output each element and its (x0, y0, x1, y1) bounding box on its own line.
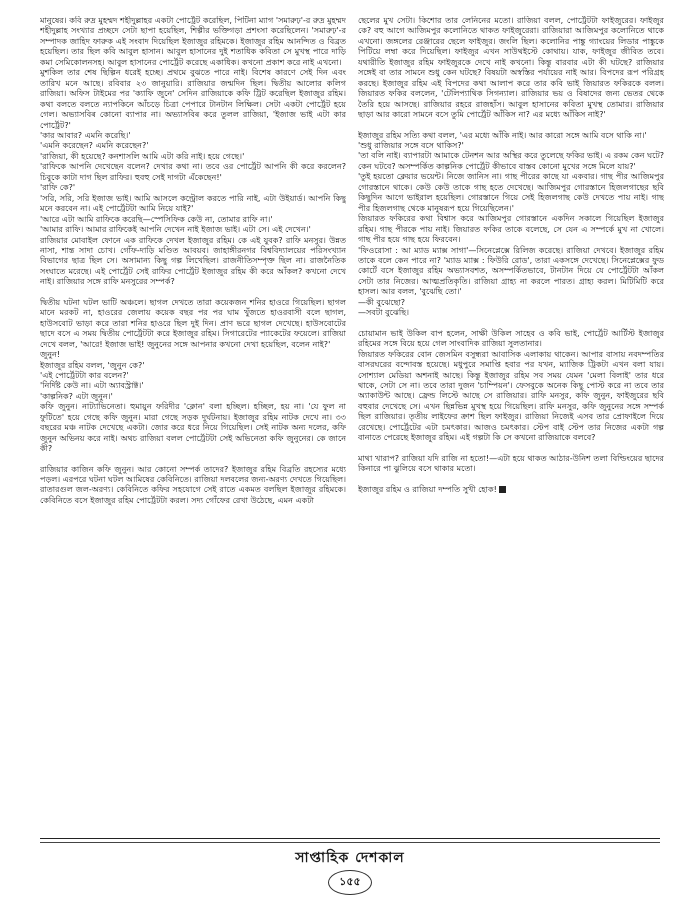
paragraph: চোয়ামান ভাই উকিল বাপ হলেন, সাক্ষী উকিল সাহেব ও কবি ভাই, পোর্ট্রেট আর্টিস্ট ইজাজুর রহিমের সঙ্গে বিয়ে হয়ে গেল সাংবাদিক রাজিয়া সুলতানার। (358, 328, 664, 349)
paragraph: জিয়ারত ফকিরের বোন জেসমিন বসুন্ধরা আবাসিক এলাকায় থাকেন। আপার বাসায় নবদম্পতির বাসরঘরের বন্দোবস্ত হয়েছে। মধুপুরে সমাপ্তি হবার পর যখন, ম্যাজিক ট্রিকটা এখন বলা যায়। সোশ্যাল মেডিয়া অশনাই আছে। কিন্তু ইজাজুর রহিম সব সময় যেমন 'মেলা বিলাই' তার ধরে থাকে, সেটা সে না। তবে তারা দুজন 'চাম্পিয়ন'। ফেসবুকে অনেক কিছু পোস্ট করে না তবে তার অ্যাকাউন্ট আছে। ফ্রেন্ড লিস্টে আছে সে রাজিয়ার। রাফি মনসুর, কফি জুনুন, ফাইজুরের ছবি বহুবার দেখেছে সে। এখন ছিন্নভিন্ন মুখস্থ হয়ে গিয়েছিল। রাফি মনসুর, কফি জুনুনের সঙ্গে সম্পর্ক ছিল রাজিয়ার। তৃতীয় লাইফের ক্রাশ ছিল ফাইজুর। রাজিয়া নিজেই এসব তার প্রোফাইলে দিয়ে রেখেছে। পোর্ট্রেটের এটা চমৎকার। আজও চমৎকার। স্টেপ বাই স্টেপ তার নিজের একটা গল্প বানাতে পেরেছে ইজাজুর রহিম। এই গল্পটা কি সে কখনো রাজিয়াকে বলবে? (358, 349, 664, 443)
paragraph: 'রাফি কে?' (40, 183, 76, 193)
paragraph: মানুষের। কবি রুদ্র মুহম্মদ শহীদুল্লাহর একটা পোর্ট্রেট করেছিল, পিটিনা ম্যাগ 'সমারুঢ়'-র রুদ্র মুহম্মদ শহীদুল্লাহ সংখ্যার প্রচ্ছদে সেটা ছাপা হয়েছিল, শিল্পীর ভক্তিগড়া প্রশংসা করেছিলেন। 'সমারুঢ়'-র সম্পাদক জাহিদ ফারুক এই সংবাদ দিয়েছিল ইজাজুর রহিমকে। ইজাজুর রহিম আনন্দিত ও বিব্রত হয়েছিল। তার ছিল কবি আবুল হাসান। আবুল হাসানের দুই শতাধিক কবিতা সে মুখস্থ পারে দাড়ি কমা সেমিকোলনসহ। আবুল হাসানের পোর্ট্রেট করেছে একাধিক। কখনো প্রকাশ করে নাই এখনো। (40, 16, 346, 67)
paragraph: —সবটা বুঝেছি। (358, 308, 409, 318)
magazine-name: সাপ্তাহিক দেশকাল (295, 850, 405, 866)
paragraph: 'আমার রাফি। আমার রাফিকেই আপনি দেখেন নাই ইজাজ ভাই। এটা সে। এই দেখেন।' (40, 225, 311, 235)
paragraph: —কী বুঝেছো? (358, 297, 406, 307)
page-number-container (0, 870, 700, 895)
paragraph: ইজাজুর রহিম সত্যি কথা বলল, 'এর মধ্যে আঁকি নাই। আর কারো সঙ্গে আমি বসে থাকি না।' (358, 130, 647, 140)
paragraph: ছেলের মুখ সেটা। কিশোর তার লেনিনের মতো। রাজিয়া বলল, পোর্ট্রেটটা ফাইজুরের। ফাইজুর কে? বহু আগে আজিমপুর কলোনিতে থাকত ফাইজুরেরা। রাজিয়ারা আজিমপুর কলোনিতে থাকে এখনো। জঙ্গলের রেঞ্জারের ছেলে ফাইজুর। জংলি ছিল। কলোনির পাঙ্কু গ্যাংয়ের লিডার পাঙ্কুকে পিটিয়ে লম্বা করে দিয়েছিল। ফাইজুর এখন সাউথইস্টে কোথায়। যাক, ফাইজুর জীবিত তবে। যথারীতি ইজাজুর রহিম ফাইজুরকে দেখে নাই কখনো। কিন্তু বারবার এটা কী ঘটছে? রাজিয়ার সঙ্গেই বা তার সামনে শুধু কেন ঘটছে? বিষয়টা অস্বস্তির পর্যায়ের নাই আর। বিপদের রূপ পরিগ্রহ করছে। ইজাজুর রহিম এই বিপদের কথা আলাপ করে তার কবি ভাই জিয়ারত ফকিরকে বলল। জিয়ারত ফকির বললেন, 'টেলিপ্যাথিক সিগন্যাল। রাজিয়ার ভয় ও বিষাদের জন্য ভেতর থেকে তৈরি হয়ে আসছে। রাজিয়ার রহরে রাজহাঁস। আবুল হাসানের কবিতা মুখস্থ তোমার। রাজিয়ার ছাড়া আর কারো সামনে বসে তুমি পোর্ট্রেট আঁকিস না? এর মধ্যে আঁকিস নাই?' (358, 16, 664, 120)
right-column (358, 16, 664, 828)
paragraph: 'শুধু রাজিয়ার সঙ্গে বসে থাকিস?' (358, 140, 464, 150)
paragraph: জুনুন! (40, 350, 61, 360)
paragraph: 'তুই হয়তো ক্লেয়ার ভয়েন্ট। নিজে জানিস না। গাছ পীরের কাছে যা একবার। গাছ পীর আজিমপুর গোরস্তানে থাকে। কেউ কেউ তাকে গাছ হতে দেখেছে। আজিমপুর গোরস্তানে হিজলগাছের ছবি কিছুদিন আগে ভাইরাল হয়েছিল। গোরস্তানে গিয়ে সেই হিজলগাছ কেউ দেখতে পায় নাই। গাছ পীর হিজলগাছ থেকে মানুষরূপ হয়ে গিয়েছিলেন।' (358, 172, 664, 213)
paragraph: 'এই পোর্ট্রেটটা কার বলেন?' (40, 370, 129, 380)
paragraph: মুশকিল তার শেষ ছিল্পিন ধরেই হচ্ছে। প্রথমে বুঝতে পারে নাই। বিশেষ কারণে সেই দিন এবং তারিখ মনে আছে। রবিবার ২৩ জানুয়ারি। রাজিয়ার জন্মদিন ছিল। দ্বিতীয় আলোর কলিগ রাজিয়া। অফিস টাইমের পর 'ক্যাফি জুনে' সেদিন রাজিয়াকে কফি ট্রিট করেছিল ইজাজুর রহিম। কথা বলতে বলতে ন্যাপকিনে আঁচড়ে চিত্রা পেপারে টানটান লিক্ষিল। সেটা একটা পোর্ট্রেট হয়ে গেল। অভ্যাসবিৰ কোনো ব্যাপার না। অভ্যাসবিৰ করে তুলল রাজিয়া, 'ইজাজ ভাই এটা কার পোর্ট্রেট?' (40, 68, 346, 130)
paragraph: রাজিয়ার মোবাইল ফোনে এক রাফিকে দেখল ইজাজুর রহিম। কে এই যুবক? রাফি মনসুর। উন্নত নাসা, শান্ত সাদা চোখ। গোঁফ-দাড়ি মণ্ডিত আবয়ব। জাহাঙ্গীরনগর বিশ্ববিদ্যালয়ের পরিসংখ্যান বিভাগের ছাত্র ছিল সে। অসামান্য কিছু গল্প লিখেছিল। রাজনীতিসম্পৃক্ত ছিল না। রাজনৈতিক সংঘাতে মরেছে। এই পোর্ট্রেট সেই রাফির পোর্ট্রেট ইজাজুর রহিম কী করে আঁকল? কখনো দেখে নাই। রাজিয়ার সঙ্গে রাফি মনসুরের সম্পর্ক? (40, 235, 346, 287)
paragraph: ইজাজুর রহিম বলল, 'জুনুন কে?' (40, 360, 145, 370)
paragraph: 'ফিওরোসা : আ ম্যাড ম্যাক্স সাগা'—সিনেপ্লেক্সে রিলিজ করেছে। রাজিয়া দেখবে। ইজাজুর রহিম তাকে বলে কেন পারে না? 'ম্যাড ম্যাক্স : ফিউরি রোড', তারা একসঙ্গে দেখেছে। সিনেপ্লেক্সের ফুড কোর্টে বসে ইজাজুর রহিম অভ্যাসবশত, অসম্পর্কিতভাবে, টানটান দিয়ে যে পোর্ট্রেটটা আঁকল সেটা তার নিজের। আত্মপ্রতিকৃতি। রাজিয়া গ্রাহ্য না করলে পারত। গ্রাহ্য করল। মিটিমিটি করে হাসল। আর বলল, 'বুঝেছি তো।' (358, 245, 664, 297)
paragraph: 'এমনি করেছেন? এমনি করেছেন?' (40, 141, 149, 151)
page-number: ১৫৫ (328, 870, 371, 895)
paragraph: কফি জুনুন। নাট্যাভিনেতা। হুমায়ুন ফরিদীর 'ক্লোন' বলা হচ্ছিল। হচ্ছিল, হয় না। 'যে ফুল না ফুটিতে' হয়ে গেছে কফি জুনুন। মারা গেছে সড়ক দুর্ঘটনায়। ইজাজুর রহিম নাটক দেখে না। ৩৩ বছরের মঞ্চ নাটক দেখেছে একটা। জোর করে ধরে নিয়ে গিয়েছিল। সেই নাটক অন্য দলের, কফি জুনুন অভিনয় করে নাই। অথচ রাজিয়া বলল পোর্ট্রেটটা সেই অভিনেতা কফি জুনুনের। কে জানে কী? (40, 402, 346, 454)
paragraph: 'সরি, সরি, সরি ইজাজ ভাই। আমি আসলে কন্ট্রোল করতে পারি নাই, এটা উইয়ার্ড। আপনি কিছু মনে করবেন না। এই পোর্ট্রেটটা আমি নিয়ে যাই?' (40, 193, 346, 214)
paragraph: 'কাল্পনিক? এটা জুনুন।' (40, 391, 113, 401)
left-column (40, 16, 346, 828)
paragraph: 'নির্দিষ্ট কেউ না। এটা অ্যাবস্ট্রাক্ট।' (40, 381, 144, 391)
paragraph: 'রাজিয়া, কী হয়েছে? কনশাসলি আমি এটা করি নাই। হয়ে গেছে।' (40, 151, 245, 161)
footer-rule (40, 838, 660, 839)
paragraph: রাজিয়ার কাজিন কফি জুনুন। আর কোনো সম্পর্ক তাদের? ইজাজুর রহিম বিব্রতি রহস্যের মধ্যে পড়ল। এরপরে ঘটনা ঘটল আমিষের কেবিনিতে। রাজিয়া দলবলের জন্য-অরণ্য দেখতে গিয়েছিল। রাতারগুল জল-অরণ্য। কেবিনিতে কফির সহযোগে সেই রাতে একমত বলছিল ইজাজুর রহিমকে। কেবিনিতে বসে ইজাজুর রহিম পোর্ট্রেটটা করল। সদ্য গোঁফের রেখা উঠেছে, এমন একটা (40, 464, 346, 505)
paragraph: দ্বিতীয় ঘটনা ঘটল ভাটি অঞ্চলে। ছাগল দেখতে তারা কয়েকজন শনির হাওরে গিয়েছিল। ছাগল মানে মরকট না, হাওরের জেলায় কয়েক বছর পর পর ঘাম খুঁজতে হাওরবাসী বলে ছাগল, হাউসবোট ভাড়া করে তারা শনির হাওরে ছিল দুই দিন। প্রাণ ভরে ছাগল দেখেছে। হাউসবোটের ছাদে বসে এ সময় দ্বিতীয় পোর্ট্রেটটা করে ইজাজুর রহিম। সিগারেটের প্যাকেটের ফয়েলে। রাজিয়া দেখে বলল, 'আরে! ইজাজ ভাই! জুনুনের সঙ্গে আপনার কখনো দেখা হয়েছিল, বলেন নাই?' (40, 297, 346, 349)
paragraph: 'রাফিকে আপনি দেখেছেন বলেন? দেখার কথা না। তবে ওর পোর্ট্রেট আপনি কী করে করলেন? চিবুকে কাটা দাগ ছিল রাফির। হুবহু সেই দাগটা এঁকেছেন!' (40, 162, 346, 182)
end-mark-icon (499, 486, 506, 493)
paragraph: 'কার আবার? এমনি করেছি।' (40, 130, 131, 140)
paragraph: জিয়ারত ফকিরের কথা বিশ্বাস করে আজিমপুর গোরস্তানে একদিন সকালে গিয়েছিল ইজাজুর রহিম। গাছ পীরকে পায় নাই। জিয়ারত ফকির তাকে বলেছে, সে যেন এ সম্পর্কে মুখ না খোলে। গাছ পীর হয়ে গাছ হয়ে ফিরবেন। (358, 214, 664, 245)
footer-rule-thin (40, 842, 660, 843)
paragraph: 'তা বলি নাই। ব্যাপারটা আমাকে টেনশন আর অস্থির করে তুলেছে ফকির ভাই। এ রকম কেন ঘটে? কেন ঘটবে? অসম্পর্কিত কাল্পনিক পোর্ট্রেট কীভাবে বাস্তব কোনো মুখের সঙ্গে মিলে যায়?' (358, 151, 664, 171)
paragraph: 'আরে এটা আমি রাফিকে করেছি—স্পেসিফিক কেউ না, তোমার রাফি না।' (40, 214, 273, 224)
paragraph: ইজাজুর রহিম ও রাজিয়া দম্পতি সুখী হোক! (358, 485, 664, 495)
paragraph: মাথা খারাপ? রাজিয়া যদি রাজি না হতো!—এটা হয়ে থাকত আঠার-উনিশ তলা বিল্ডিংয়ের ছাদের কিনারে পা ঝুলিয়ে বসে থাকার মতো। (358, 453, 664, 474)
